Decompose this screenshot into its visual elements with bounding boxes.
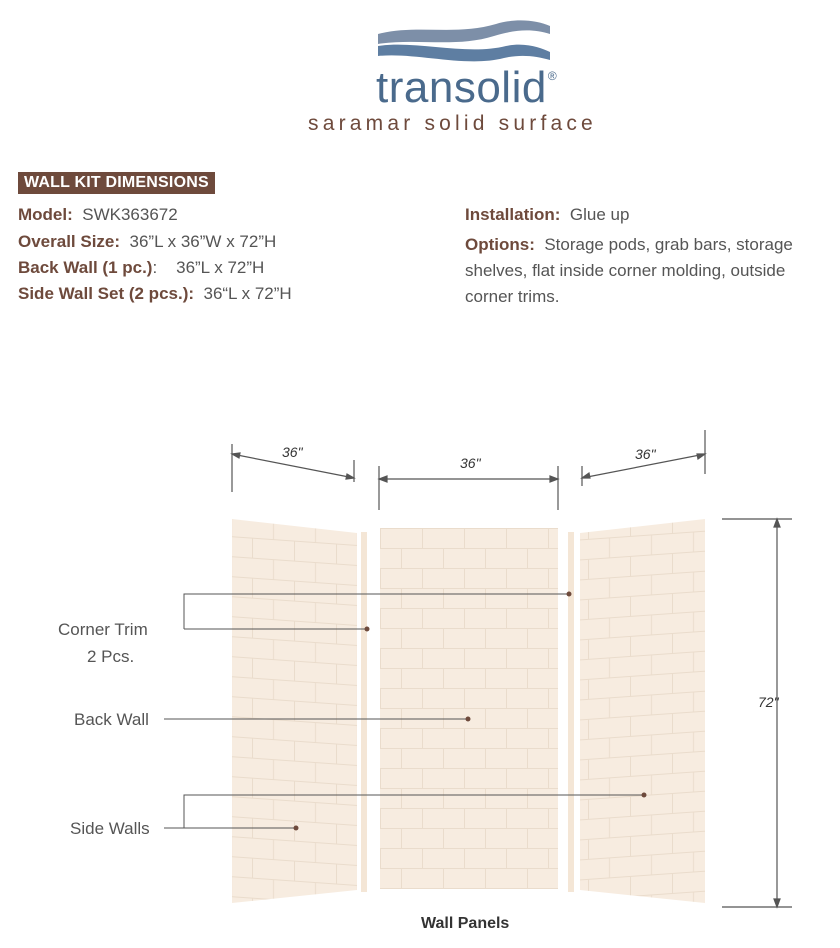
spec-options-label: Options: (465, 235, 535, 254)
side-wall-panel-left (232, 519, 357, 903)
callout-corner-trim-line2: 2 Pcs. (87, 647, 135, 666)
spec-back-suffix: : (152, 258, 158, 277)
brand-tagline: saramar solid surface (308, 112, 597, 135)
callout-back-wall: Back Wall (74, 710, 149, 729)
spec-options-value: Storage pods, grab bars, storage shelves, flat inside corner molding, outside corner trims. (465, 235, 793, 306)
callout-dot-corner-trim-right (567, 592, 572, 597)
spec-overall-label: Overall Size: (18, 232, 121, 251)
brand-name: transolid (376, 63, 547, 112)
registered-mark: ® (547, 69, 558, 83)
spec-back-value: 36”L x 72”H (176, 258, 265, 277)
callout-corner-trim-line1: Corner Trim (58, 620, 148, 639)
back-wall-panel (380, 528, 558, 889)
spec-model-label: Model: (18, 205, 73, 224)
dimension-center-label: 36" (460, 455, 481, 471)
side-wall-panel-right (580, 519, 705, 903)
spec-side-label: Side Wall Set (2 pcs.): (18, 284, 195, 303)
callout-dot-side-wall-left (294, 826, 299, 831)
callout-dot-corner-trim-left (365, 627, 370, 632)
dimension-height (722, 519, 792, 907)
callout-dot-side-wall-right (642, 793, 647, 798)
diagram-caption: Wall Panels (421, 915, 510, 932)
spec-model-value: SWK363672 (82, 205, 178, 224)
dimension-height-label: 72" (758, 694, 779, 710)
callout-dot-back-wall (466, 717, 471, 722)
spec-overall-value: 36”L x 36”W x 72”H (129, 232, 277, 251)
spec-back-label: Back Wall (1 pc.) (18, 258, 153, 277)
callout-side-walls: Side Walls (70, 819, 150, 838)
dimension-center (379, 466, 558, 510)
spec-installation-label: Installation: (465, 205, 561, 224)
corner-trim-left (361, 532, 367, 892)
corner-trim-right (568, 532, 574, 892)
section-title: WALL KIT DIMENSIONS (18, 172, 215, 194)
dimension-right-label: 36" (635, 446, 656, 462)
spec-installation-value: Glue up (569, 205, 630, 224)
spec-side-value: 36“L x 72”H (203, 284, 292, 303)
dimension-left-label: 36" (282, 444, 303, 460)
